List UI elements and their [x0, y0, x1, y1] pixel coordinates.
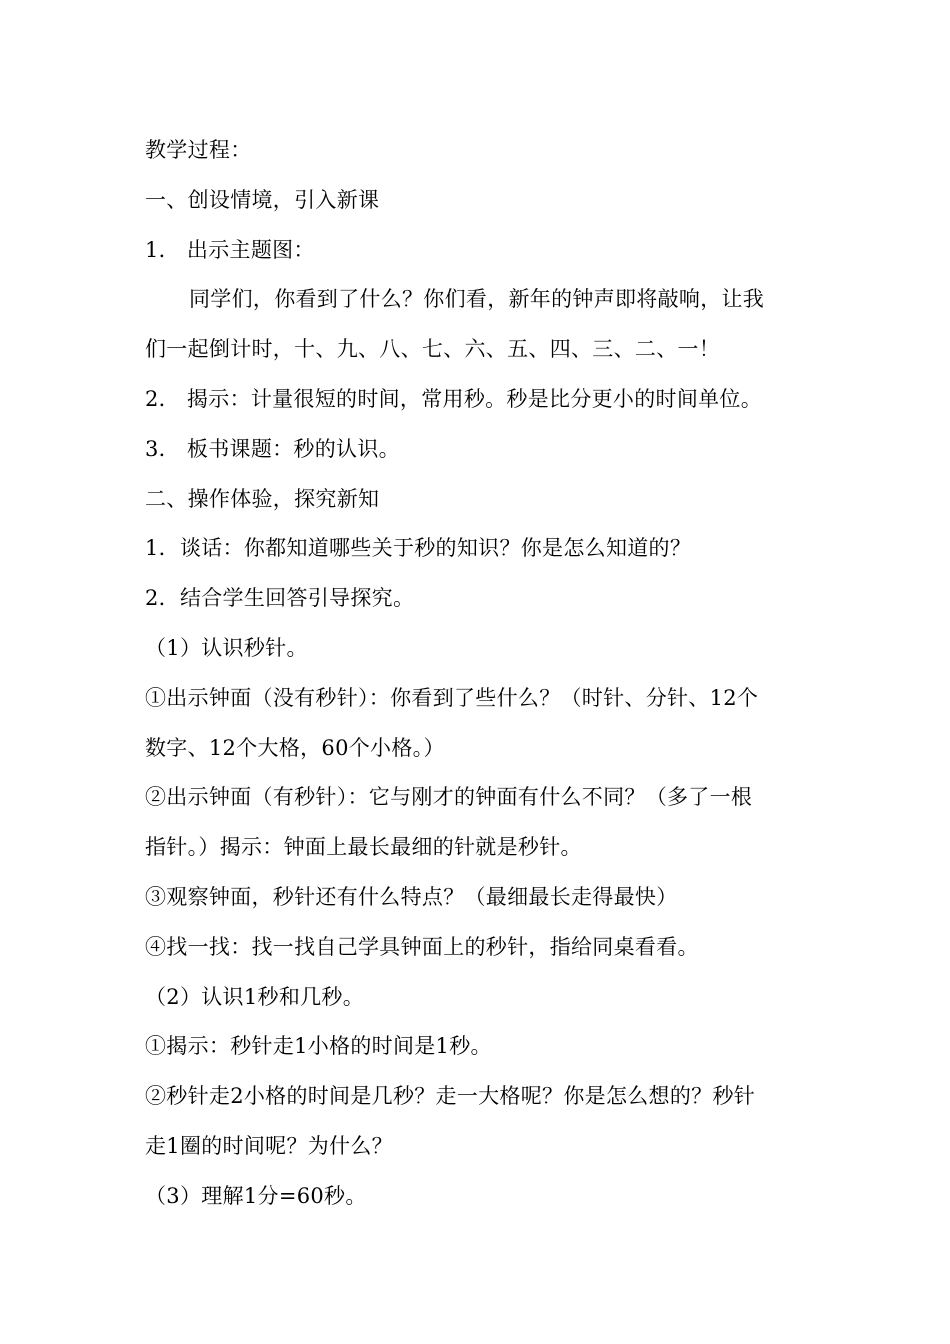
subheading-one-second: （2）认识1秒和几秒。 — [145, 984, 365, 1009]
paragraph-line: 们一起倒计时，十、九、八、七、六、五、四、三、二、一！ — [145, 337, 721, 362]
paragraph-line: 指针。）揭示：钟面上最长最细的针就是秒针。 — [145, 835, 582, 860]
list-item-circle-2: ②秒针走2小格的时间是几秒？走一大格呢？你是怎么想的？秒针 — [145, 1084, 756, 1109]
step-3-title: 3． 板书课题：秒的认识。 — [145, 436, 400, 461]
document-body — [145, 126, 810, 1222]
item-1-talk: 1．谈话：你都知道哪些关于秒的知识？你是怎么知道的？ — [145, 536, 692, 561]
list-item-circle-1: ①揭示：秒针走1小格的时间是1秒。 — [145, 1034, 492, 1059]
section-heading-teaching-process: 教学过程： — [145, 138, 252, 162]
subheading-second-hand: （1）认识秒针。 — [145, 635, 308, 660]
item-2-guide: 2．结合学生回答引导探究。 — [145, 586, 415, 611]
list-item-circle-4: ④找一找：找一找自己学具钟面上的秒针，指给同桌看看。 — [145, 934, 699, 959]
step-2-reveal: 2． 揭示：计量很短的时间，常用秒。秒是比分更小的时间单位。 — [145, 386, 763, 411]
section-heading-1: 一、创设情境，引入新课 — [145, 187, 380, 212]
step-1-show-theme: 1． 出示主题图： — [145, 237, 315, 262]
paragraph-line: 走1圈的时间呢？为什么？ — [145, 1133, 393, 1158]
list-item-circle-1: ①出示钟面（没有秒针）：你看到了些什么？（时针、分针、12个 — [145, 685, 759, 710]
paragraph-line: 数字、12个大格，60个小格。） — [145, 735, 445, 760]
subheading-minute-equals-60-seconds: （3）理解1分=60秒。 — [145, 1183, 367, 1208]
section-heading-2: 二、操作体验，探究新知 — [145, 486, 380, 511]
list-item-circle-3: ③观察钟面，秒针还有什么特点？（最细最长走得最快） — [145, 884, 678, 909]
list-item-circle-2: ②出示钟面（有秒针）：它与刚才的钟面有什么不同？（多了一根 — [145, 785, 753, 810]
paragraph-line: 同学们，你看到了什么？你们看，新年的钟声即将敲响，让我 — [189, 287, 765, 312]
